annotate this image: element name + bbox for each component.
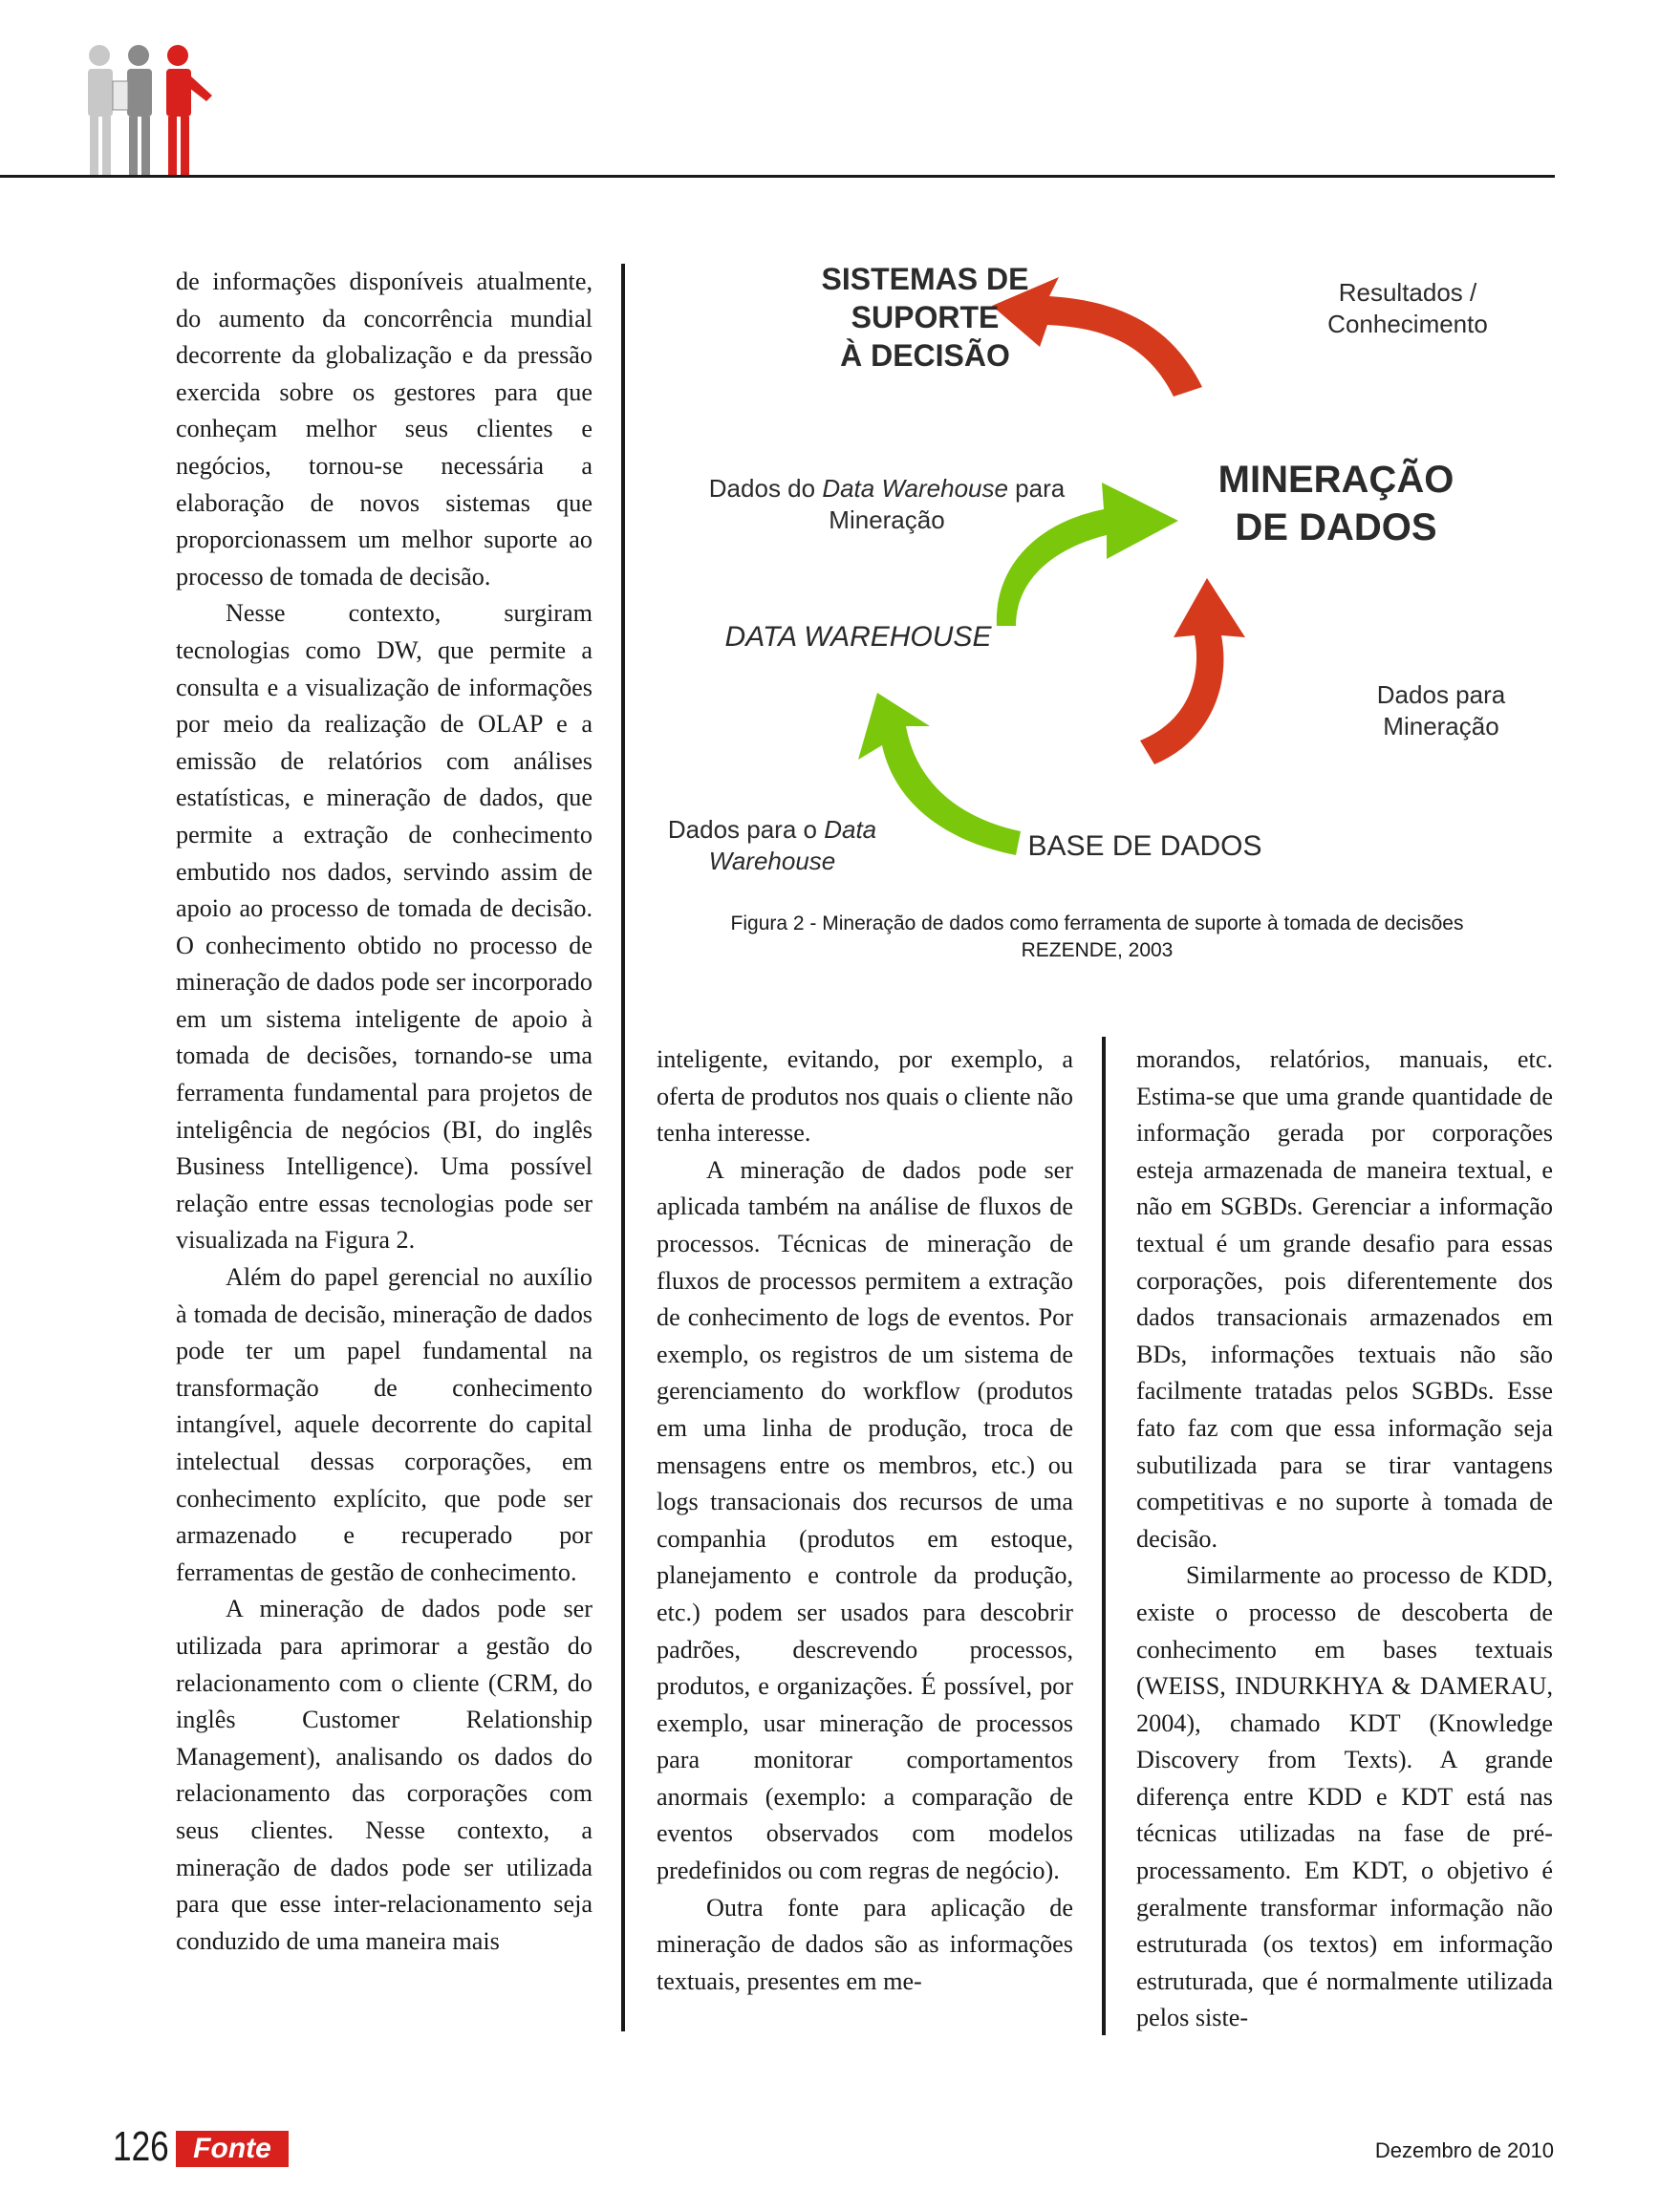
label-line: Warehouse bbox=[708, 846, 836, 875]
paragraph: Outra fonte para aplicação de mineração de dados são as informações textuais, presentes em me- bbox=[657, 1893, 1073, 1995]
label-line bbox=[657, 814, 887, 846]
label-part: Data Warehouse bbox=[822, 474, 1008, 503]
label-part: Dados do bbox=[708, 474, 823, 503]
label-line: DE DADOS bbox=[1235, 506, 1437, 548]
issue-date: Dezembro de 2010 bbox=[1374, 2138, 1554, 2162]
paragraph: inteligente, evitando, por exemplo, a oferta de produtos nos quais o cliente não tenha interesse. bbox=[657, 1045, 1073, 1148]
paragraph: Além do papel gerencial no auxílio à tomada de decisão, mineração de dados pode ter um papel fundamental na transformação de conhecimento intangível, aquele decorrente do capital intelectual dessas corporações, em conhecimento explícito, que pode ser armazenado e recuperado por ferramentas de gestão de conhecimento. bbox=[176, 1263, 592, 1586]
label-line: SISTEMAS DE SUPORTE bbox=[821, 262, 1029, 334]
label-dados-dw-mineracao bbox=[696, 473, 1078, 535]
label-line: Conhecimento bbox=[1327, 309, 1488, 338]
figure-2 bbox=[638, 244, 1556, 989]
label-data-warehouse: DATA WAREHOUSE bbox=[724, 621, 992, 653]
figure-source: REZENDE, 2003 bbox=[1021, 939, 1174, 961]
label-dados-dw bbox=[657, 814, 887, 876]
paragraph: Nesse contexto, surgiram tecnologias como DW, que permite a consulta e a visualização de informações por meio da realização de OLAP e a emissão de relatórios com análises estatísticas, e mineração de dados, que permite a extração de conhecimento embutido nos dados, servindo assim de apoio ao processo de tomada de decisão. O conhecimento obtido no processo de mineração de dados pode ser incorporado em um sistema inteligente de apoio à tomada de decisões, tornando-se uma ferramenta fundamental para projetos de inteligência de negócios (BI, do inglês Business Intelligence). Uma possível relação entre essas tecnologias pode ser visualizada na Figura 2. bbox=[176, 599, 592, 1255]
label-line: À DECISÃO bbox=[840, 338, 1010, 373]
figure-caption: Figura 2 - Mineração de dados como ferramenta de suporte à tomada de decisões bbox=[730, 913, 1464, 934]
label-resultados bbox=[1312, 277, 1503, 339]
brand-logo: Fonte bbox=[176, 2131, 289, 2167]
label-mineracao bbox=[1212, 456, 1460, 551]
label-sistemas bbox=[772, 260, 1078, 375]
text-column-1 bbox=[176, 264, 592, 1960]
label-line: MINERAÇÃO bbox=[1217, 459, 1454, 501]
paragraph: morandos, relatórios, manuais, etc. Estima-se que uma grande quantidade de informação gerada por corporações esteja armazenada de maneira textual, e não em SGBDs. Gerenciar a informação textual é um grande desafio para essas corporações, pois diferentemente dos dados transacionais armazenados em BDs, informações textuais não são facilmente tratadas pelos SGBDs. Esse fato faz com que essa informação seja subutilizada para se tirar vantagens competitivas e no suporte à tomada de decisão. bbox=[1136, 1045, 1553, 1553]
column-divider bbox=[621, 264, 625, 2031]
label-line: Mineração bbox=[1383, 711, 1499, 741]
arrow-data-mining-icon bbox=[1140, 578, 1245, 764]
text-column-3 bbox=[1136, 1042, 1553, 2037]
header-rule bbox=[0, 175, 1555, 178]
paragraph: Similarmente ao processo de KDD, existe o processo de descoberta de conhecimento em bases textuais (WEISS, INDURKHYA & DAMERAU, 2004), chamado KDT (Knowledge Discovery from Texts). A grande diferença entre KDD e KDT está nas técnicas utilizadas na fase de pré-processamento. Em KDT, o objetivo é geralmente transformar informação não estruturada (os textos) em informação estruturada, que é normalmente utilizada pelos siste- bbox=[1136, 1561, 1553, 2032]
paragraph: de informações disponíveis atualmente, do aumento da concorrência mundial decorrente da globalização e da pressão exercida sobre os gestores para que conheçam melhor seus clientes e negócios, tornou-se necessária a elaboração de novos sistemas que proporcionassem um melhor suporte ao processo de tomada de decisão. bbox=[176, 268, 592, 591]
label-part: Data bbox=[824, 815, 877, 844]
page-number: 126 bbox=[113, 2123, 169, 2170]
column-divider bbox=[1102, 1037, 1106, 2035]
text-column-2 bbox=[657, 1042, 1073, 2000]
label-base-dados: BASE DE DADOS bbox=[1027, 830, 1262, 862]
paragraph: A mineração de dados pode ser utilizada para aprimorar a gestão do relacionamento com o cliente (CRM, do inglês Customer Relationship Management), analisando os dados do relacionamento das corporações com seus clientes. Nesse contexto, a mineração de dados pode ser utilizada para que esse inter-relacionamento seja conduzido de uma maneira mais bbox=[176, 1595, 592, 1955]
label-line: Resultados / bbox=[1338, 278, 1477, 307]
paragraph: A mineração de dados pode ser aplicada também na análise de fluxos de processos. Técnicas de mineração de fluxos de processos permitem a extração de conhecimento de logs de eventos. Por exemplo, os registros de um sistema de gerenciamento do workflow (produtos em uma linha de produção, troca de mensagens entre os membros, etc.) ou logs transacionais dos recursos de uma companhia (produtos em estoque, planejamento e controle da produção, etc.) podem ser usados para descobrir padrões, descrevendo processos, produtos, e organizações. É possível, por exemplo, usar mineração de processos para monitorar comportamentos anormais (exemplo: a comparação de eventos observados com modelos predefinidos ou com regras de negócio). bbox=[657, 1155, 1073, 1885]
label-line: Dados para bbox=[1376, 680, 1506, 709]
people-logo-icon bbox=[76, 38, 229, 182]
label-part: Dados para o bbox=[667, 815, 825, 844]
label-line: Mineração bbox=[829, 505, 945, 534]
label-dados-mineracao bbox=[1365, 679, 1518, 741]
label-part: para bbox=[1007, 474, 1066, 503]
label-line bbox=[696, 473, 1078, 505]
